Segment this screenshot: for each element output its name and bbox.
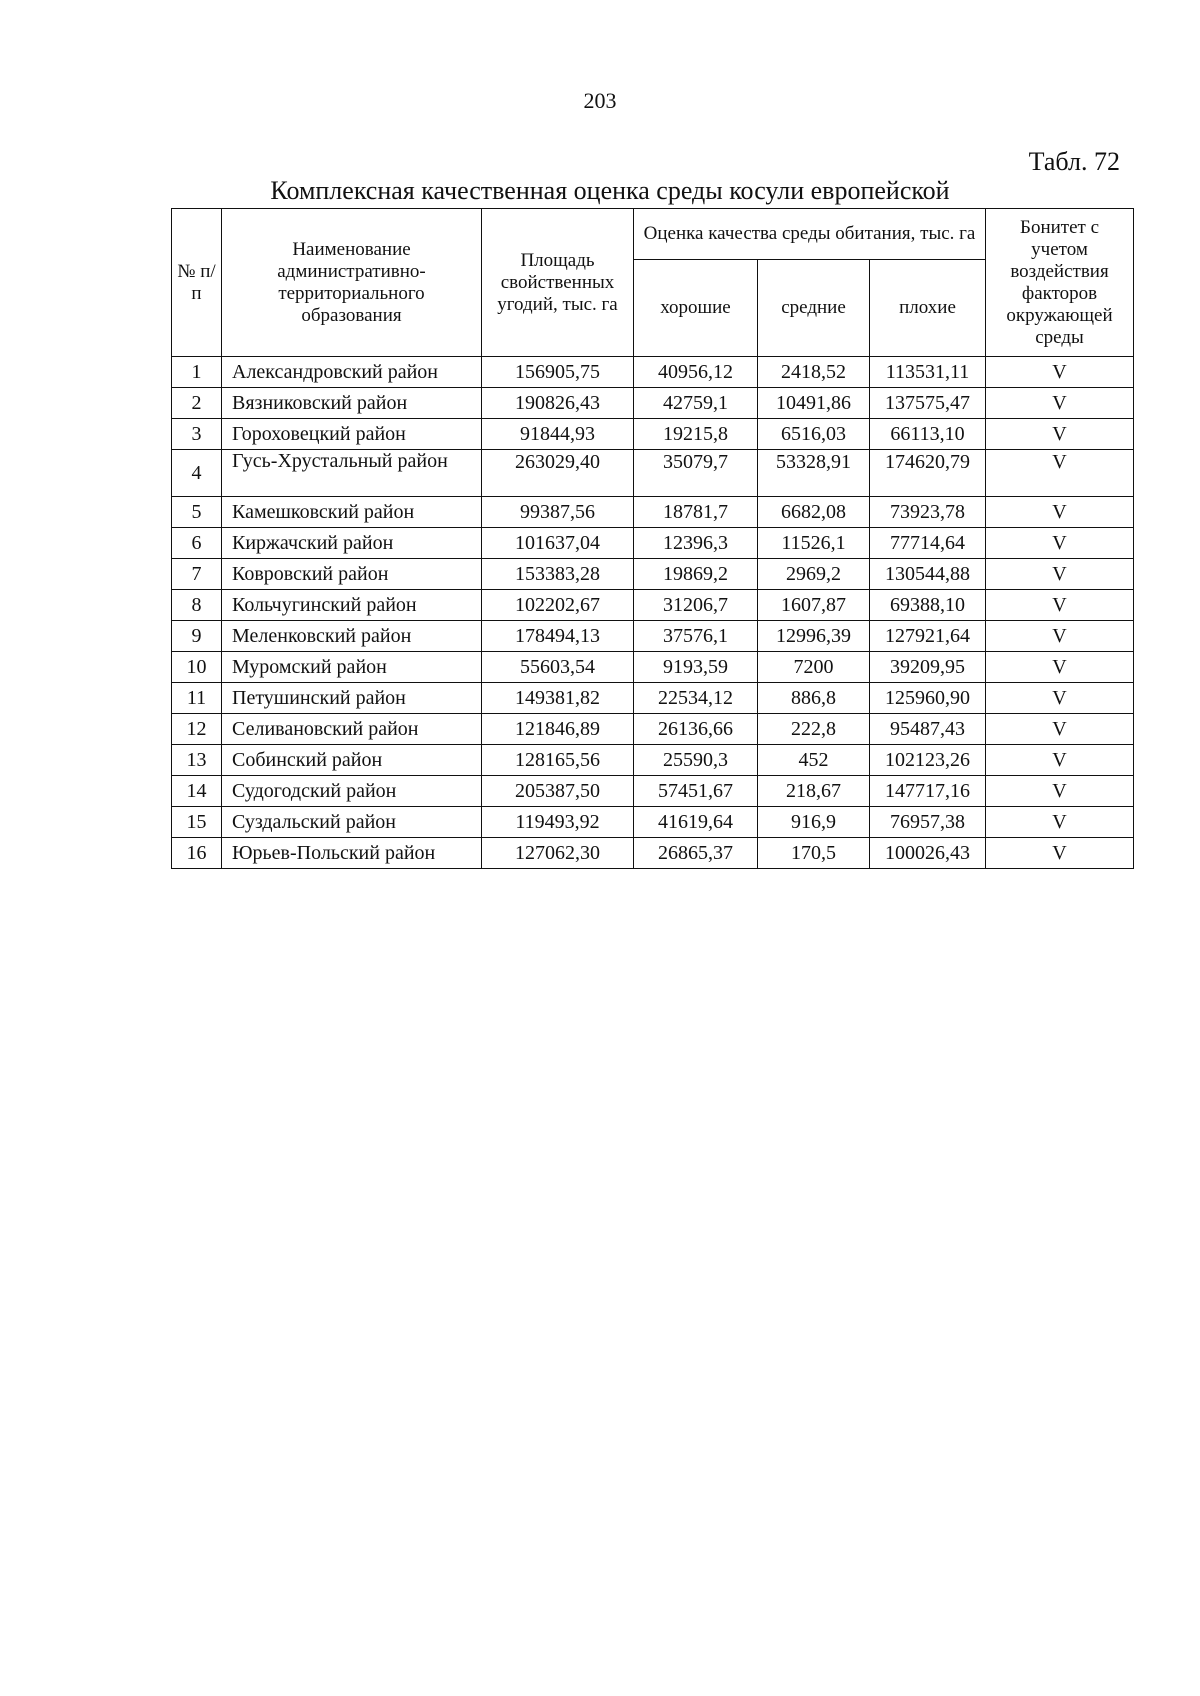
cell-bad: 66113,10 [870,419,986,450]
cell-medium: 10491,86 [758,388,870,419]
table-row [172,714,1134,745]
cell-name: Вязниковский район [222,388,482,419]
cell-medium: 6516,03 [758,419,870,450]
cell-name: Собинский район [222,745,482,776]
cell-name: Киржачский район [222,528,482,559]
cell-good: 42759,1 [634,388,758,419]
cell-bonitet: V [986,388,1134,419]
cell-medium: 218,67 [758,776,870,807]
cell-good: 19215,8 [634,419,758,450]
cell-good: 35079,7 [634,450,758,497]
cell-name: Ковровский район [222,559,482,590]
habitat-quality-table [171,208,1134,869]
cell-name: Гусь-Хрустальный район [222,450,482,497]
table-row [172,745,1134,776]
cell-bonitet: V [986,621,1134,652]
cell-area: 55603,54 [482,652,634,683]
cell-num: 14 [172,776,222,807]
table-row [172,388,1134,419]
cell-medium: 2969,2 [758,559,870,590]
cell-good: 40956,12 [634,357,758,388]
table-row [172,652,1134,683]
cell-name: Судогодский район [222,776,482,807]
header-name: Наименование административно-территориального образования [222,209,482,357]
cell-area: 263029,40 [482,450,634,497]
cell-area: 153383,28 [482,559,634,590]
cell-name: Петушинский район [222,683,482,714]
table-row [172,357,1134,388]
cell-bonitet: V [986,838,1134,869]
cell-bonitet: V [986,528,1134,559]
cell-good: 18781,7 [634,497,758,528]
cell-area: 119493,92 [482,807,634,838]
cell-name: Селивановский район [222,714,482,745]
cell-bad: 100026,43 [870,838,986,869]
table-row [172,776,1134,807]
cell-bad: 39209,95 [870,652,986,683]
cell-good: 26865,37 [634,838,758,869]
header-medium: средние [758,260,870,357]
cell-bonitet: V [986,357,1134,388]
table-label: Табл. 72 [1028,147,1120,176]
cell-good: 22534,12 [634,683,758,714]
cell-name: Камешковский район [222,497,482,528]
table-body [172,357,1134,869]
cell-bonitet: V [986,714,1134,745]
cell-medium: 11526,1 [758,528,870,559]
cell-num: 5 [172,497,222,528]
cell-medium: 2418,52 [758,357,870,388]
cell-bonitet: V [986,776,1134,807]
cell-bad: 127921,64 [870,621,986,652]
header-bad: плохие [870,260,986,357]
cell-medium: 170,5 [758,838,870,869]
page-number: 203 [583,88,617,113]
cell-area: 127062,30 [482,838,634,869]
cell-bad: 147717,16 [870,776,986,807]
cell-bonitet: V [986,745,1134,776]
cell-area: 99387,56 [482,497,634,528]
cell-area: 178494,13 [482,621,634,652]
header-num: № п/п [172,209,222,357]
cell-area: 205387,50 [482,776,634,807]
cell-good: 57451,67 [634,776,758,807]
cell-medium: 916,9 [758,807,870,838]
table-row [172,528,1134,559]
cell-good: 19869,2 [634,559,758,590]
header-quality: Оценка качества среды обитания, тыс. га [634,209,986,260]
cell-bad: 102123,26 [870,745,986,776]
cell-bad: 137575,47 [870,388,986,419]
cell-good: 26136,66 [634,714,758,745]
cell-bonitet: V [986,559,1134,590]
cell-medium: 7200 [758,652,870,683]
cell-bonitet: V [986,683,1134,714]
table-row [172,450,1134,497]
cell-area: 156905,75 [482,357,634,388]
cell-num: 6 [172,528,222,559]
cell-good: 9193,59 [634,652,758,683]
cell-name: Суздальский район [222,807,482,838]
cell-num: 11 [172,683,222,714]
table-row [172,838,1134,869]
cell-area: 149381,82 [482,683,634,714]
cell-bad: 174620,79 [870,450,986,497]
cell-bad: 113531,11 [870,357,986,388]
table-row [172,683,1134,714]
cell-num: 1 [172,357,222,388]
header-good: хорошие [634,260,758,357]
cell-bonitet: V [986,450,1134,497]
cell-name: Кольчугинский район [222,590,482,621]
cell-bad: 76957,38 [870,807,986,838]
cell-num: 4 [172,450,222,497]
cell-medium: 452 [758,745,870,776]
cell-bad: 69388,10 [870,590,986,621]
table-title: Комплексная качественная оценка среды косули европейской [270,176,950,205]
table-row [172,621,1134,652]
table-row [172,419,1134,450]
cell-bad: 125960,90 [870,683,986,714]
cell-num: 2 [172,388,222,419]
cell-num: 13 [172,745,222,776]
cell-area: 121846,89 [482,714,634,745]
cell-bonitet: V [986,419,1134,450]
cell-area: 101637,04 [482,528,634,559]
table-row [172,559,1134,590]
cell-num: 9 [172,621,222,652]
cell-medium: 6682,08 [758,497,870,528]
cell-bonitet: V [986,497,1134,528]
table-row [172,497,1134,528]
cell-num: 15 [172,807,222,838]
table-row [172,590,1134,621]
cell-medium: 886,8 [758,683,870,714]
cell-medium: 12996,39 [758,621,870,652]
cell-medium: 1607,87 [758,590,870,621]
cell-bonitet: V [986,590,1134,621]
cell-area: 190826,43 [482,388,634,419]
cell-good: 31206,7 [634,590,758,621]
cell-name: Муромский район [222,652,482,683]
cell-bonitet: V [986,652,1134,683]
cell-num: 12 [172,714,222,745]
cell-num: 16 [172,838,222,869]
cell-bad: 130544,88 [870,559,986,590]
cell-good: 37576,1 [634,621,758,652]
cell-good: 41619,64 [634,807,758,838]
table-row [172,807,1134,838]
cell-area: 128165,56 [482,745,634,776]
cell-name: Александровский район [222,357,482,388]
cell-medium: 53328,91 [758,450,870,497]
cell-bad: 77714,64 [870,528,986,559]
cell-num: 8 [172,590,222,621]
cell-name: Юрьев-Польский район [222,838,482,869]
cell-num: 7 [172,559,222,590]
cell-bad: 73923,78 [870,497,986,528]
cell-area: 102202,67 [482,590,634,621]
cell-good: 12396,3 [634,528,758,559]
cell-medium: 222,8 [758,714,870,745]
cell-area: 91844,93 [482,419,634,450]
cell-num: 3 [172,419,222,450]
header-area: Площадь свойственных угодий, тыс. га [482,209,634,357]
cell-bad: 95487,43 [870,714,986,745]
header-bonitet: Бонитет с учетом воздействия факторов окружающей среды [986,209,1134,357]
cell-name: Меленковский район [222,621,482,652]
cell-name: Гороховецкий район [222,419,482,450]
cell-good: 25590,3 [634,745,758,776]
cell-bonitet: V [986,807,1134,838]
cell-num: 10 [172,652,222,683]
